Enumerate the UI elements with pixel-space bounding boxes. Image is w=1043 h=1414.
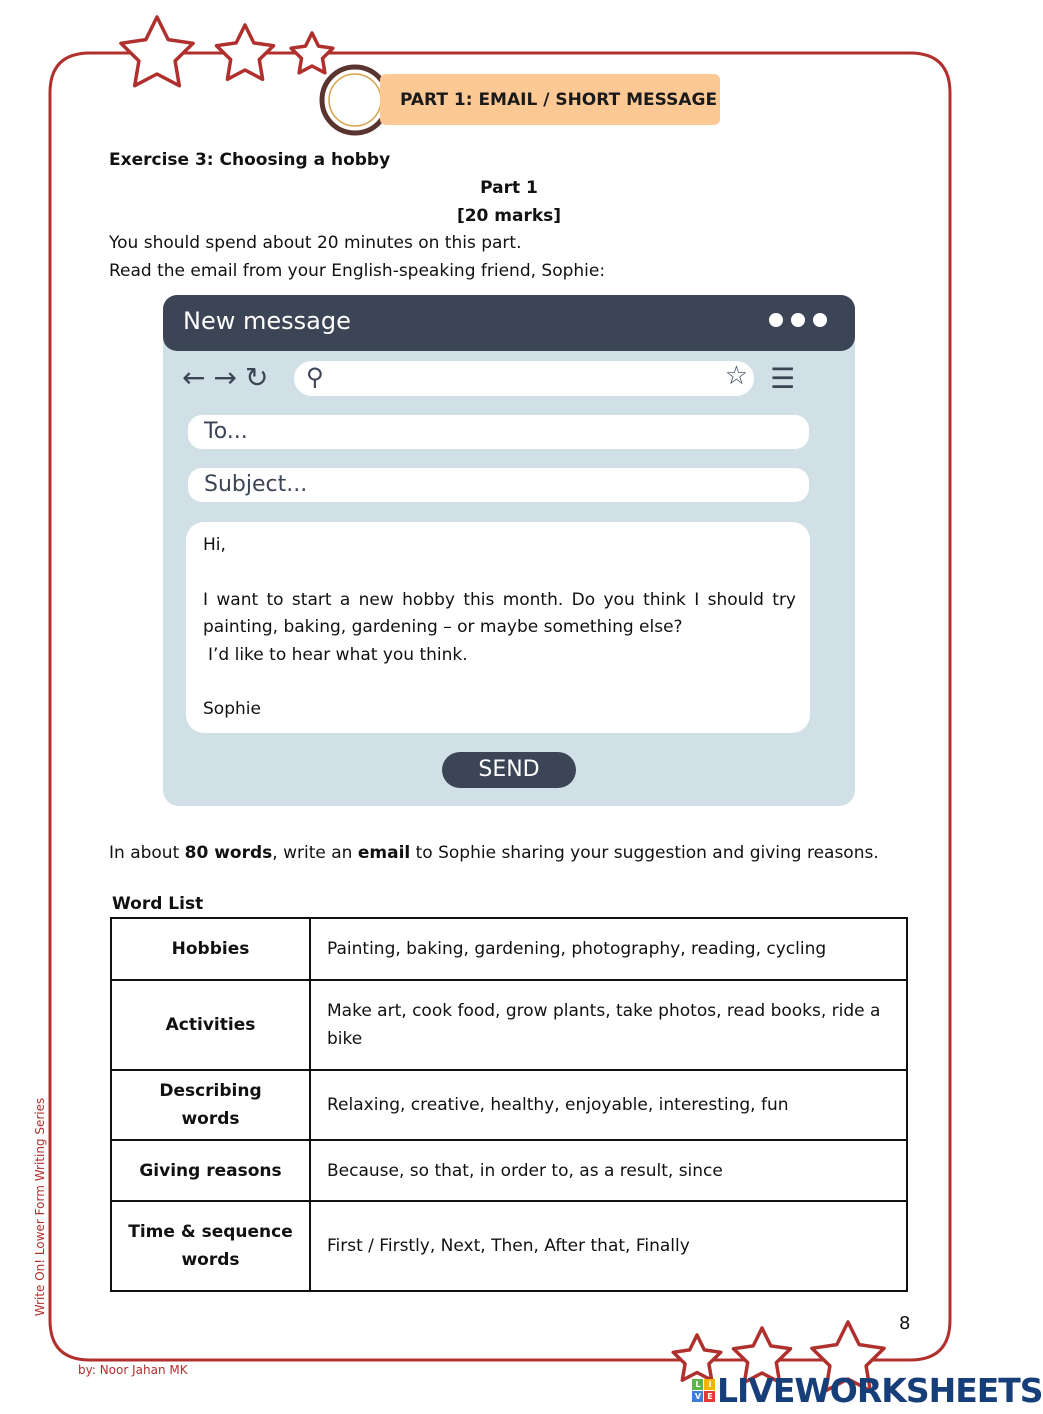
star-icon <box>291 33 333 73</box>
brand-name: LIVEWORKSHEETS <box>717 1371 1043 1410</box>
row-words: Because, so that, in order to, as a result, since <box>310 1140 907 1201</box>
search-icon: ⚲ <box>306 363 324 391</box>
email-body <box>186 522 810 733</box>
back-arrow-icon[interactable]: ← <box>182 361 206 394</box>
marks-label: [20 marks] <box>456 206 562 226</box>
word-list-table <box>110 917 908 1292</box>
part-title-banner: PART 1: EMAIL / SHORT MESSAGE <box>380 74 720 125</box>
table-row <box>111 918 907 980</box>
subject-placeholder: Subject... <box>204 472 308 497</box>
menu-icon[interactable]: ☰ <box>770 362 796 395</box>
exercise-title: Exercise 3: Choosing a hobby <box>109 150 391 170</box>
more-options-icon[interactable] <box>769 313 827 327</box>
to-field[interactable] <box>188 415 809 449</box>
word-list-title: Word List <box>112 894 204 914</box>
row-words: Relaxing, creative, healthy, enjoyable, interesting, fun <box>310 1070 907 1140</box>
forward-arrow-icon[interactable]: → <box>213 361 237 394</box>
to-placeholder: To... <box>204 419 248 444</box>
email-body-text2: I’d like to hear what you think. <box>208 644 468 665</box>
reload-icon[interactable]: ↻ <box>244 361 269 394</box>
star-icon <box>121 17 193 86</box>
page-number: 8 <box>899 1313 911 1334</box>
part-label: Part 1 <box>480 178 538 198</box>
subject-field[interactable] <box>188 468 809 502</box>
row-words: Painting, baking, gardening, photography, reading, cycling <box>310 918 907 980</box>
row-category: Activities <box>111 980 310 1070</box>
liveworksheets-logo[interactable] <box>692 1371 1043 1410</box>
instruction-time: You should spend about 20 minutes on this part. <box>109 233 522 253</box>
email-title-bar <box>163 295 855 351</box>
table-row <box>111 1140 907 1201</box>
email-signature: Sophie <box>203 699 261 719</box>
address-bar[interactable] <box>294 361 754 396</box>
row-category: Giving reasons <box>111 1140 310 1201</box>
row-category: Describing words <box>111 1070 310 1140</box>
email-greeting: Hi, <box>203 535 226 555</box>
author-credit: by: Noor Jahan MK <box>78 1363 188 1377</box>
row-words: First / Firstly, Next, Then, After that, Finally <box>310 1201 907 1291</box>
row-words: Make art, cook food, grow plants, take photos, read books, ride a bike <box>310 980 907 1070</box>
table-row <box>111 1070 907 1140</box>
instruction-read: Read the email from your English-speaking friend, Sophie: <box>109 261 606 281</box>
table-row <box>111 980 907 1070</box>
task-instruction: In about 80 words, write an email to Sophie sharing your suggestion and giving reasons. <box>109 843 879 863</box>
star-icon <box>217 25 274 79</box>
series-label: Write On! Lower Form Writing Series <box>33 1097 47 1317</box>
table-row <box>111 1201 907 1291</box>
window-title: New message <box>183 307 351 335</box>
send-button[interactable]: SEND <box>442 752 576 788</box>
liveworksheets-logo-icon: L I V E <box>692 1379 715 1402</box>
email-body-text: I want to start a new hobby this month. Do you think I should try painting, baking, gardening – or maybe something else? <box>203 589 796 637</box>
row-category: Hobbies <box>111 918 310 980</box>
header-circle-icon <box>322 67 388 133</box>
row-category: Time & sequence words <box>111 1201 310 1291</box>
star-bookmark-icon[interactable]: ☆ <box>724 361 748 391</box>
